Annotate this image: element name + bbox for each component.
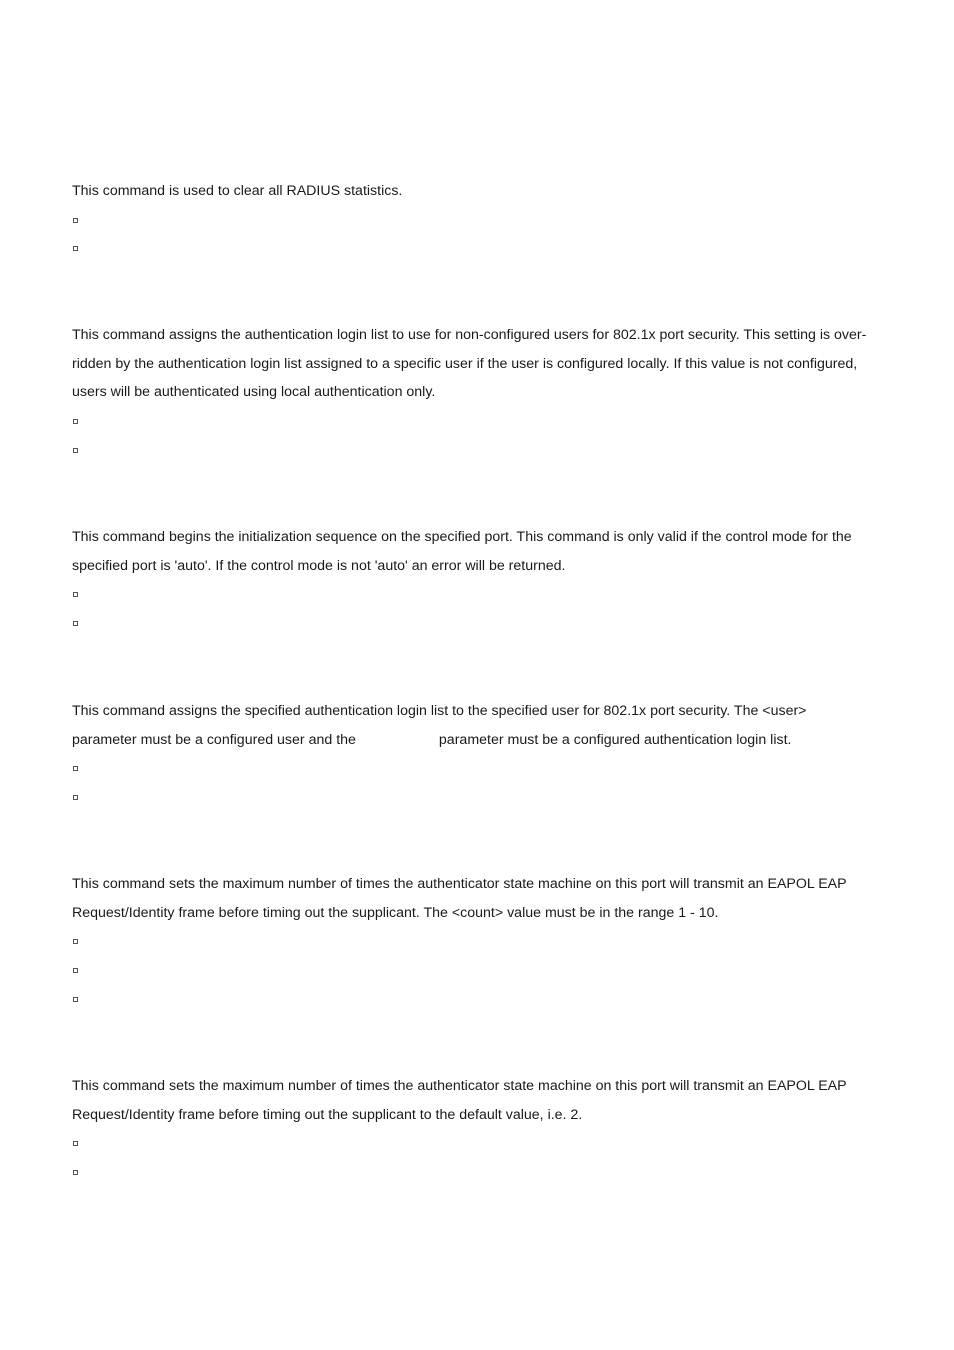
empty-bullet-item [72,783,872,812]
empty-bullet-item [72,1158,872,1187]
empty-bullet-item [72,580,872,609]
square-bullet-icon [73,1170,78,1175]
empty-bullet-item [72,206,872,235]
empty-bullet-item [72,1129,872,1158]
square-bullet-icon [73,218,78,223]
description-part-2: parameter must be a configured authentication login list. [438,731,792,748]
square-bullet-icon [73,419,78,424]
description-part-1: This command assigns the specified authentication login list to the specified user for 802.1x port security. The <user> parameter must be a configured user and the [72,703,811,748]
section-description: This command is used to clear all RADIUS statistics. [72,183,403,199]
empty-bullet-item [72,609,872,638]
square-bullet-icon [73,795,78,800]
square-bullet-icon [73,939,78,944]
section-description: This command sets the maximum number of times the authenticator state machine on this port will transmit an EAPOL EAP Request/Identity frame before timing out the supplicant. The <count> value must be in the range 1 - 10. [72,876,851,921]
square-bullet-icon [73,621,78,626]
square-bullet-icon [73,766,78,771]
section-default-login-list [72,321,872,464]
square-bullet-icon [73,592,78,597]
square-bullet-icon [73,448,78,453]
empty-bullet-item [72,754,872,783]
empty-bullet-item [72,234,872,263]
empty-bullet-item [72,436,872,465]
empty-bullet-item [72,985,872,1014]
section-initialize-port [72,523,872,638]
section-max-requests [72,870,872,1013]
square-bullet-icon [73,1141,78,1146]
section-description: This command assigns the authentication login list to use for non-configured users for 802.1x port security. This setting is over-ridden by the authentication login list assigned to a specific user if the user is configured locally. If this value is not configured, users will be authenticated using local authentication only. [72,327,867,401]
section-description [72,697,872,754]
section-user-login-list [72,697,872,812]
square-bullet-icon [73,968,78,973]
empty-bullet-item [72,927,872,956]
empty-bullet-item [72,407,872,436]
section-description: This command begins the initialization sequence on the specified port. This command is only valid if the control mode for the specified port is 'auto'. If the control mode is not 'auto' an error will be returned. [72,529,856,574]
empty-bullet-item [72,956,872,985]
section-clear-radius-statistics [72,177,872,263]
section-max-requests-default [72,1072,872,1187]
square-bullet-icon [73,997,78,1002]
section-description: This command sets the maximum number of times the authenticator state machine on this port will transmit an EAPOL EAP Request/Identity frame before timing out the supplicant to the default value, i.e. 2. [72,1078,851,1123]
square-bullet-icon [73,246,78,251]
